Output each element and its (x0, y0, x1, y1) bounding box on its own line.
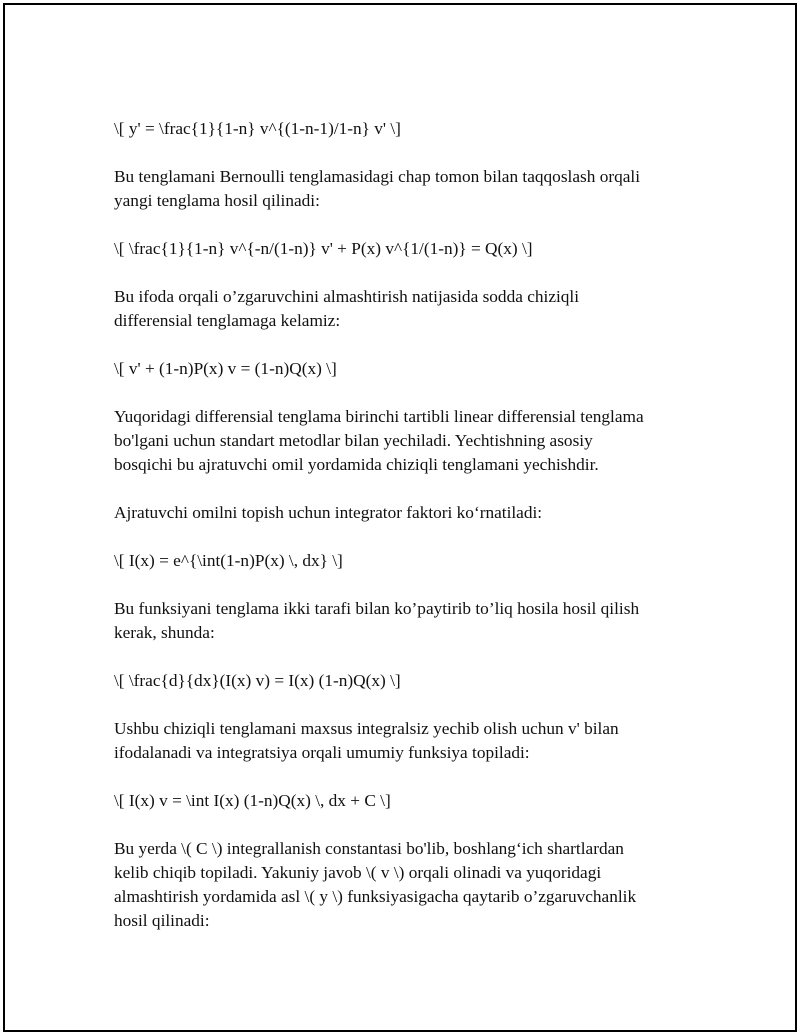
formula-general-solution: \[ I(x) v = \int I(x) (1-n)Q(x) \, dx + C \] (114, 791, 391, 810)
formula-integrating-factor: \[ I(x) = e^{\int(1-n)P(x) \, dx} \] (114, 551, 343, 570)
paragraph-integrating-factor-intro: Ajratuvchi omilni topish uchun integrator faktori ko‘rnatiladi: (114, 503, 543, 522)
formula-substituted-equation: \[ \frac{1}{1-n} v^{-n/(1-n)} v' + P(x) v^{1/(1-n)} = Q(x) \] (114, 239, 533, 258)
paragraph-integration-step: Ushbu chiziqli tenglamani maxsus integralsiz yechib olish uchun v' bilan ifodalanadi va integratsiya orqali umumiy funksiya topiladi: (114, 719, 619, 762)
paragraph-bernoulli-comparison: Bu tenglamani Bernoulli tenglamasidagi chap tomon bilan taqqoslash orqali yangi tenglama hosil qilinadi: (114, 167, 641, 210)
paragraph-solution-method: Yuqoridagi differensial tenglama birinchi tartibli linear differensial tenglama bo'lgani uchun standart metodlar bilan yechiladi. Yechtishning asosiy bosqichi bu ajratuvchi omil yordamida chiziqli tenglamani yechishdir. (114, 407, 644, 474)
paragraph-linear-reduction: Bu ifoda orqali o’zgaruvchini almashtirish natijasida sodda chiziqli differensial tenglamaga kelamiz: (114, 287, 580, 330)
formula-y-prime: \[ y' = \frac{1}{1-n} v^{(1-n-1)/1-n} v' \] (114, 119, 401, 138)
paragraph-constant-explanation: Bu yerda \( C \) integrallanish constantasi bo'lib, boshlang‘ich shartlardan kelib chiqib topiladi. Yakuniy javob \( v \) orqali olinadi va yuqoridagi almashtirish yordamida asl \( y \) funksiyasigacha qaytarib o’zgaruvchanlik hosil qilinadi: (114, 839, 637, 930)
paragraph-multiply-both-sides: Bu funksiyani tenglama ikki tarafi bilan ko’paytirib to’liq hosila hosil qilish kerak, shunda: (114, 599, 640, 642)
document-body (114, 117, 714, 957)
formula-linear-equation: \[ v' + (1-n)P(x) v = (1-n)Q(x) \] (114, 359, 337, 378)
formula-total-derivative: \[ \frac{d}{dx}(I(x) v) = I(x) (1-n)Q(x) \] (114, 671, 401, 690)
